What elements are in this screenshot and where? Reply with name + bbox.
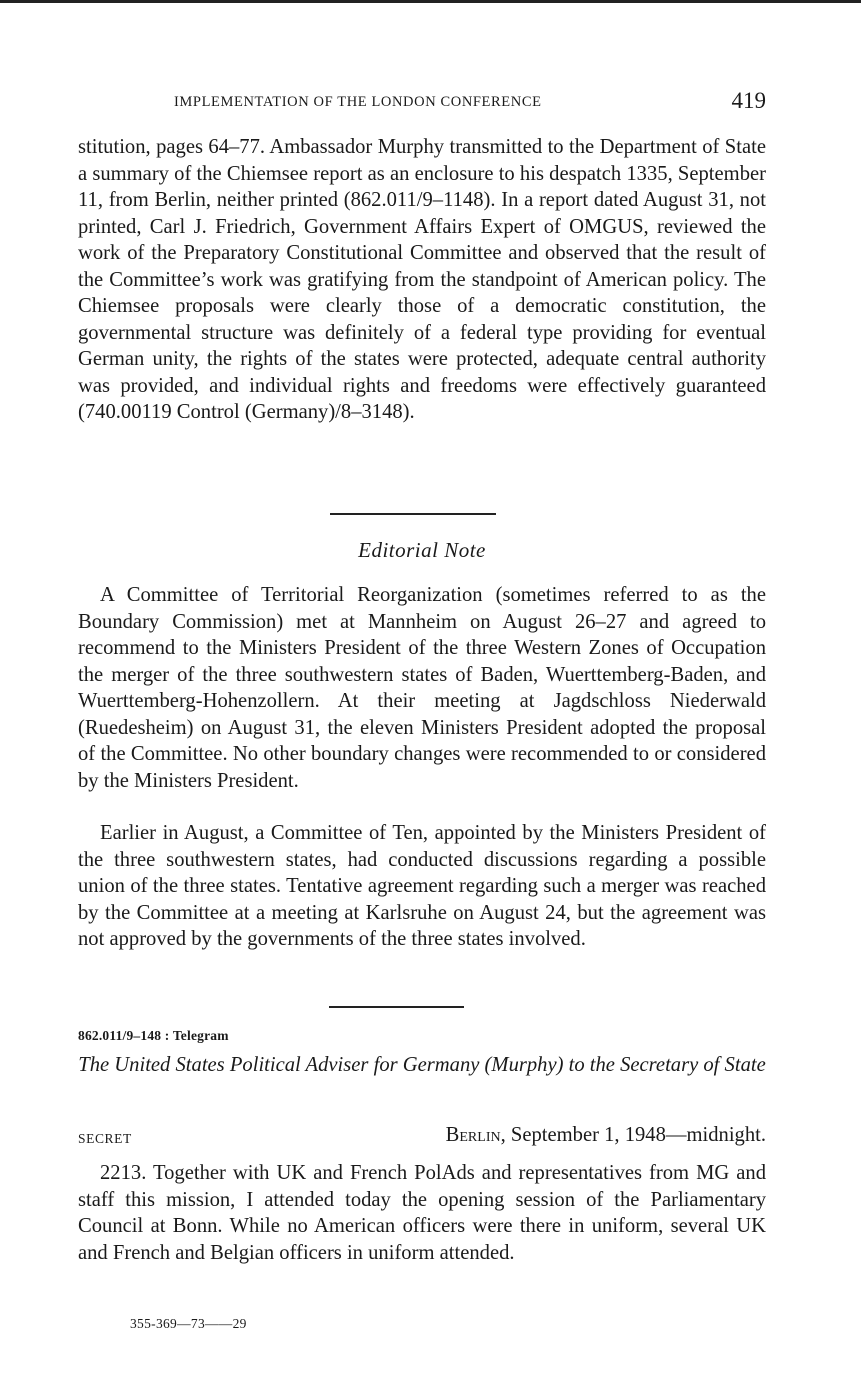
- classification-label: SECRET: [78, 1131, 132, 1146]
- place-date: [446, 1124, 766, 1147]
- editorial-note-title: Editorial Note: [358, 538, 486, 562]
- dateline-place: Berlin: [445, 1124, 501, 1146]
- section-divider: [329, 1006, 464, 1008]
- page-number: 419: [731, 88, 766, 113]
- dateline: [78, 1124, 766, 1154]
- document-title: The United States Political Adviser for Germany (Murphy) to the Secretary of State: [78, 1054, 766, 1076]
- telegram-body: 2213. Together with UK and French PolAds and representatives from MG and staff this mission, I attended today the opening session of the Parliamentary Council at Bonn. While no American officers were there in uniform, several UK and French and Belgian officers in uniform attended.: [78, 1162, 766, 1264]
- running-title: IMPLEMENTATION OF THE LONDON CONFERENCE: [174, 94, 542, 110]
- editorial-paragraph: A Committee of Territorial Reorganization (sometimes referred to as the Boundary Commission) met at Mannheim on August 26–27 and agreed to recommend to the Ministers President of the three Western Zones of Occupation the merger of the three southwestern states of Baden, Wuerttemberg-Baden, and Wuerttemberg-Hohenzollern. At their meeting at Jagdschloss Niederwald (Ruedesheim) on August 31, the eleven Ministers President adopted the proposal of the Committee. No other boundary changes were recommended to or considered by the Ministers President.: [78, 584, 766, 792]
- document-file-reference: 862.011/9–148 : Telegram: [78, 1028, 229, 1043]
- running-head: [78, 88, 766, 118]
- section-divider: [330, 513, 496, 515]
- footer-print-code: 355-369—73——29: [130, 1316, 247, 1331]
- top-edge-rule: [0, 0, 861, 3]
- intro-paragraph: stitution, pages 64–77. Ambassador Murphy transmitted to the Department of State a summary of the Chiemsee report as an enclosure to his despatch 1335, September 11, from Berlin, neither printed (862.011/9–1148). In a report dated August 31, not printed, Carl J. Friedrich, Government Affairs Expert of OMGUS, reviewed the work of the Preparatory Constitutional Committee and observed that the result of the Committee’s work was gratifying from the standpoint of American policy. The Chiemsee proposals were clearly those of a democratic constitution, the governmental structure was definitely of a federal type providing for eventual German unity, the rights of the states were protected, adequate central authority was provided, and individual rights and freedoms were effectively guaranteed (740.00119 Control (Germany)/8–3148).: [78, 136, 766, 423]
- dateline-date: , September 1, 1948—midnight.: [500, 1124, 766, 1146]
- editorial-paragraph: Earlier in August, a Committee of Ten, appointed by the Ministers President of the three southwestern states, had conducted discussions regarding a possible union of the three states. Tentative agreement regarding such a merger was reached by the Committee at a meeting at Karlsruhe on August 24, but the agreement was not approved by the governments of the three states involved.: [78, 822, 766, 950]
